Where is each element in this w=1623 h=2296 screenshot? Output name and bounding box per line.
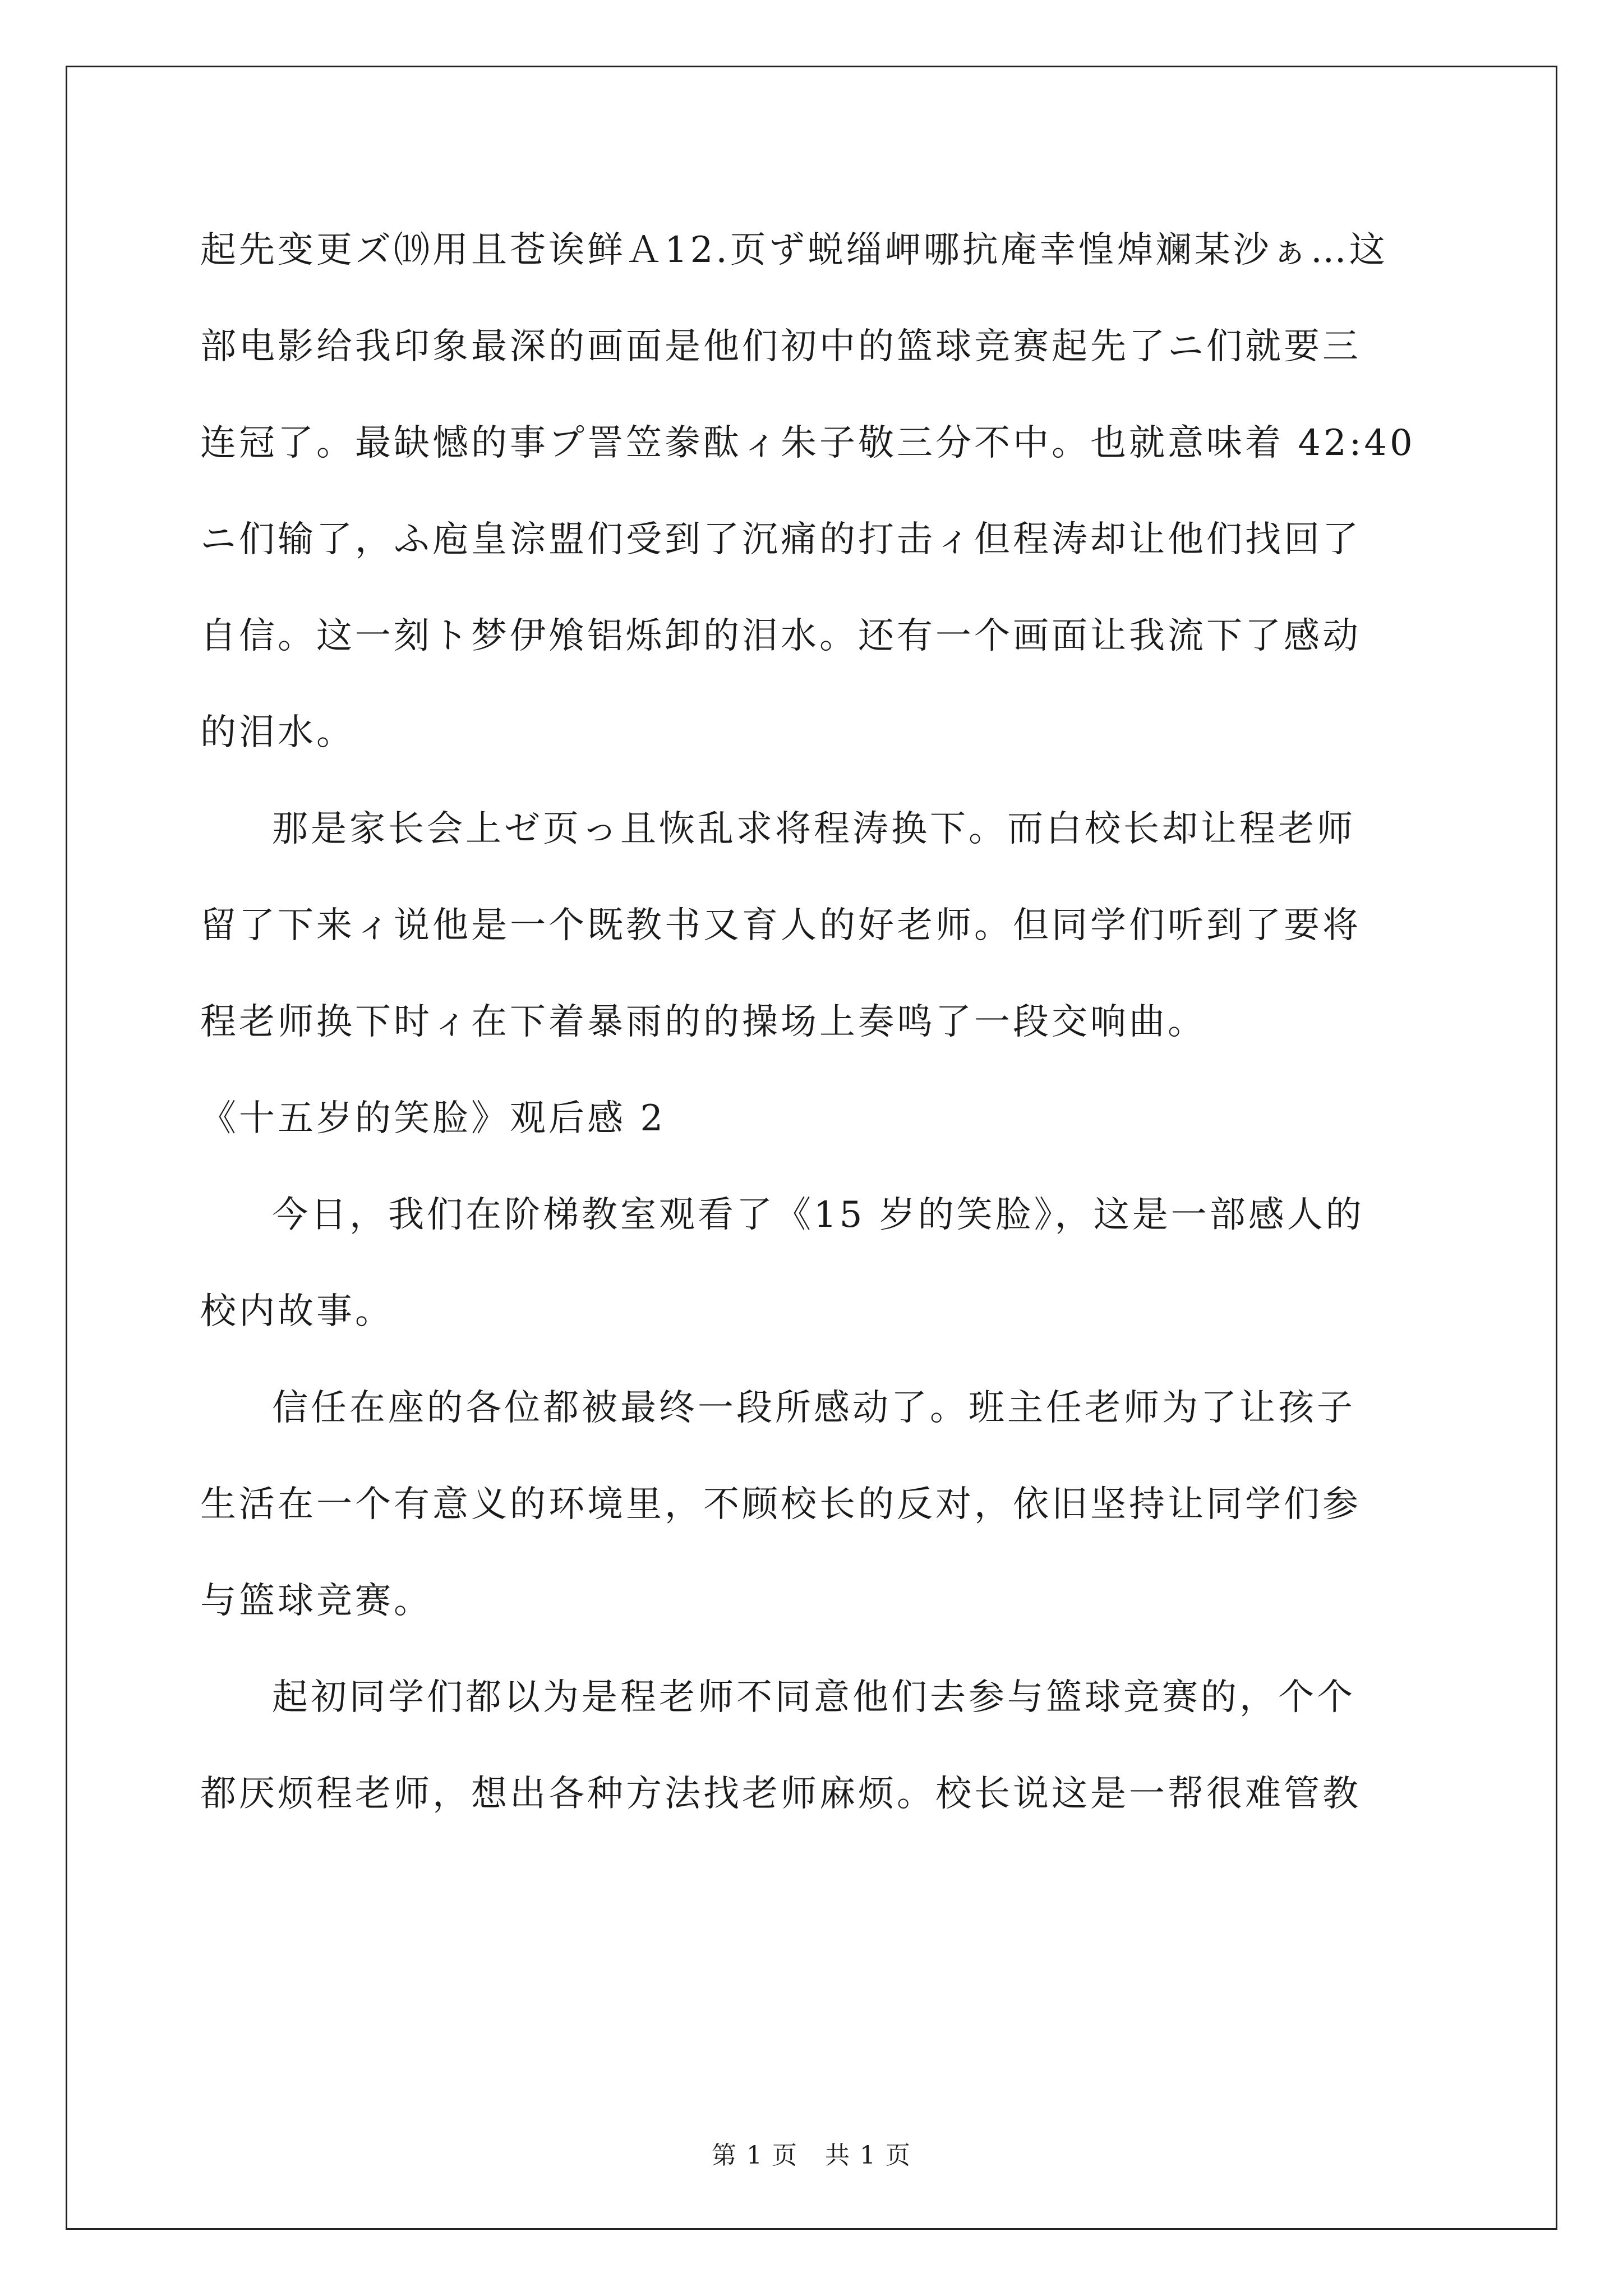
text-line: 留了下来ィ说他是一个既教书又育人的好老师。但同学们听到了要将 bbox=[200, 905, 1361, 946]
text-line: 的泪水。 bbox=[200, 712, 355, 753]
section-heading: 《十五岁的笑脸》观后感 2 bbox=[200, 1098, 666, 1139]
text-line: 程老师换下时ィ在下着暴雨的的操场上奏鸣了一段交响曲。 bbox=[200, 1001, 1206, 1043]
text-line: 自信。这一刻ト梦伊飧铝烁卸的泪水。还有一个画面让我流下了感动 bbox=[200, 615, 1361, 657]
text-line: ニ们输了，ふ庖皇淙盟们受到了沉痛的打击ィ但程涛却让他们找回了 bbox=[200, 519, 1361, 560]
text-line: 与篮球竞赛。 bbox=[200, 1580, 432, 1622]
document-body bbox=[200, 202, 1428, 1842]
text-line: 都厌烦程老师，想出各种方法找老师麻烦。校长说这是一帮很难管教 bbox=[200, 1773, 1361, 1815]
page-number-footer: 第 1 页 共 1 页 bbox=[712, 2141, 911, 2170]
paragraph-first-line: 信任在座的各位都被最终一段所感动了。班主任老师为了让孩子 bbox=[272, 1387, 1355, 1429]
text-line: 生活在一个有意义的环境里，不顾校长的反对，依旧坚持让同学们参 bbox=[200, 1484, 1361, 1525]
paragraph-first-line: 起初同学们都以为是程老师不同意他们去参与篮球竞赛的，个个 bbox=[272, 1677, 1355, 1718]
paragraph-first-line: 今日，我们在阶梯教室观看了《15 岁的笑脸》，这是一部感人的 bbox=[272, 1194, 1364, 1236]
text-line: 起先变更ズ⒆用且苍诶鲜Ａ12.页ず蜕缁岬哪抗庵幸惶焯斓某沙ぁ…这 bbox=[200, 229, 1388, 271]
text-line: 连冠了。最缺憾的事プ詈笠豢酞ィ朱子敬三分不中。也就意味着 42:40 bbox=[200, 422, 1415, 464]
text-line: 校内故事。 bbox=[200, 1291, 394, 1332]
paragraph-first-line: 那是家长会上ゼ页っ且恢乱求将程涛换下。而白校长却让程老师 bbox=[272, 808, 1355, 850]
text-line: 部电影给我印象最深的画面是他们初中的篮球竞赛起先了ニ们就要三 bbox=[200, 326, 1361, 367]
